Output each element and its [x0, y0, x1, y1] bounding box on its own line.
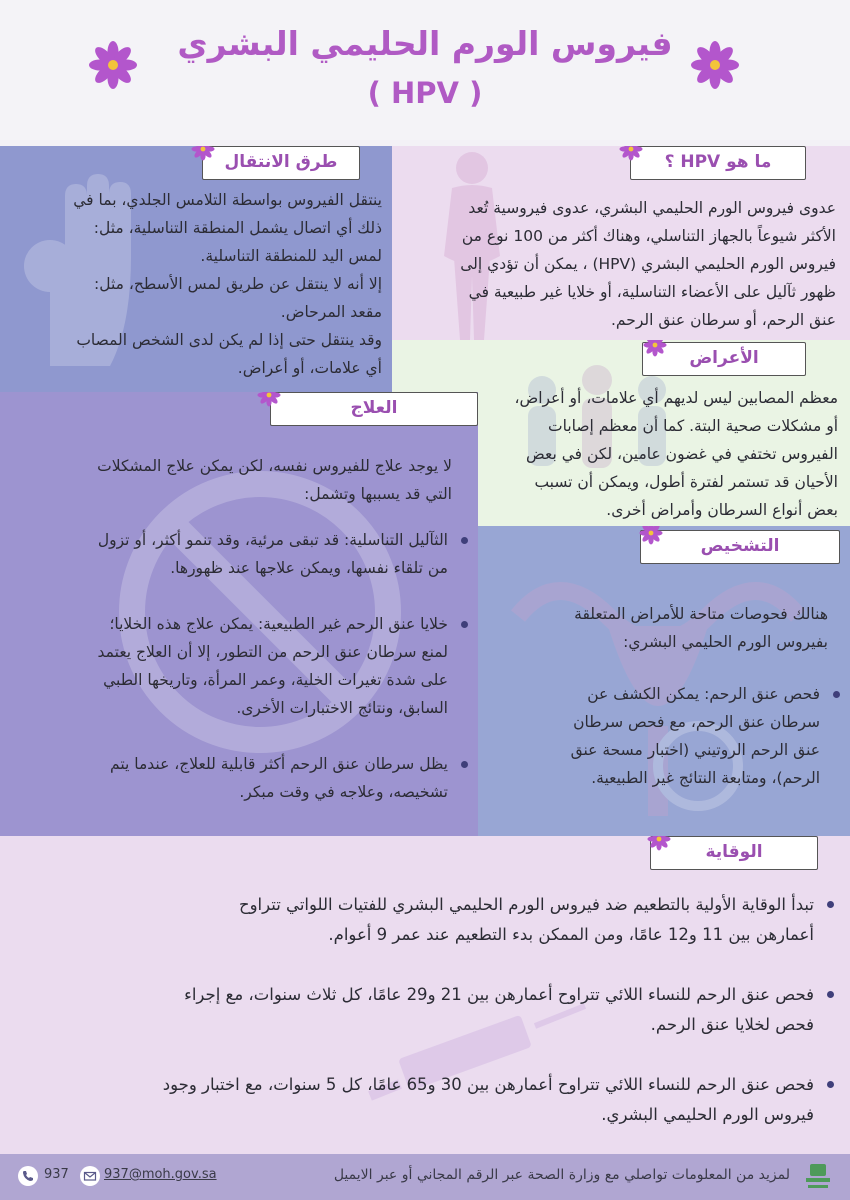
section-body: عدوى فيروس الورم الحليمي البشري، عدوى فيروسية تُعد الأكثر شيوعاً بالجهاز التناسلي، وهناك أكثر من 100 نوع من فيروس الورم الحليمي البشري (HPV) ، يمكن أن تؤدي إلى ظهور ثآليل على الأعضاء التناسلية، أو خلايا غير طبيعية في عنق الرحم، أو سرطان عنق الرحم. — [460, 199, 836, 329]
list-item: الثآليل التناسلية: قد تبقى مرئية، وقد تنمو أكثر، أو تزول من تلقاء نفسها، ويمكن علاجها عند ظهورها. — [8, 526, 474, 582]
page-subtitle: ( HPV ) — [367, 76, 483, 110]
phone-icon — [18, 1166, 38, 1186]
section-treatment — [0, 392, 478, 836]
flower-icon — [256, 392, 282, 408]
list-item: فحص عنق الرحم: يمكن الكشف عن سرطان عنق الرحم، مع فحص سرطان عنق الرحم الروتيني (اختبار مسحة عنق الرحم)، ومتابعة النتائج غير الطبيعية. — [486, 680, 846, 792]
flower-icon — [642, 340, 668, 358]
section-diagnosis — [478, 526, 850, 836]
list-item: يظل سرطان عنق الرحم أكثر قابلية للعلاج، عندما يتم تشخيصه، وعلاجه في وقت مبكر. — [8, 750, 474, 806]
flower-icon — [190, 146, 216, 162]
list-item: فحص عنق الرحم للنساء اللائي تتراوح أعمارهن بين 21 و29 عامًا، كل ثلاث سنوات، مع إجراء فحص لخلايا عنق الرحم. — [30, 980, 840, 1040]
section-intro: لا يوجد علاج للفيروس نفسه، لكن يمكن علاج المشكلات التي قد يسببها وتشمل: — [97, 457, 452, 503]
email-link[interactable]: 937@moh.gov.sa — [104, 1167, 217, 1182]
list-item: تبدأ الوقاية الأولية بالتطعيم ضد فيروس الورم الحليمي البشري للفتيات اللواتي تتراوح أعمارهن بين 11 و12 عامًا، ومن الممكن بدء التطعيم عند عمر 9 أعوام. — [30, 890, 840, 950]
section-heading: التشخيص — [640, 530, 840, 564]
section-prevention — [0, 836, 850, 1154]
section-what-is-hpv — [392, 146, 850, 340]
list-item: فحص عنق الرحم للنساء اللائي تتراوح أعمارهن بين 30 و65 عامًا، كل 5 سنوات، مع اختبار وجود فيروس الورم الحليمي البشري. — [30, 1070, 840, 1130]
footer-contact-text: لمزيد من المعلومات تواصلي مع وزارة الصحة عبر الرقم المجاني أو عبر الايميل — [333, 1167, 790, 1183]
section-heading: العلاج — [270, 392, 478, 426]
section-intro: هنالك فحوصات متاحة للأمراض المتعلقة بفيروس الورم الحليمي البشري: — [574, 605, 828, 651]
section-heading: الأعراض — [642, 342, 806, 376]
section-heading: الوقاية — [650, 836, 818, 870]
flower-icon — [638, 526, 664, 546]
section-heading: طرق الانتقال — [202, 146, 360, 180]
section-heading: ما هو HPV ؟ — [630, 146, 806, 180]
treatment-list — [8, 526, 474, 806]
prevention-list — [30, 890, 840, 1130]
flower-icon — [618, 146, 644, 162]
section-body: معظم المصابين ليس لديهم أي علامات، أو أعراض، أو مشكلات صحية البتة. كما أن معظم إصابات الفيروس تختفي في غضون عامين، لكن في بعض الأحيان قد تستمر لفترة أطول، ويمكن أن تسبب بعض أنواع السرطان وأمراض أخرى. — [514, 389, 838, 519]
section-body: ينتقل الفيروس بواسطة التلامس الجلدي، بما في ذلك أي اتصال يشمل المنطقة التناسلية، مثل: لمس اليد للمنطقة التناسلية. إلا أنه لا ينتقل عن طريق لمس الأسطح، مثل: مقعد المرحاض. وقد ينتقل حتى إذا لم يكن لدى الشخص المصاب أي علامات، أو أعراض. — [73, 191, 382, 377]
diagnosis-list — [486, 680, 846, 792]
flower-icon — [646, 836, 672, 852]
page-title: فيروس الورم الحليمي البشري — [177, 24, 673, 63]
ministry-logo — [800, 1160, 836, 1196]
phone-number[interactable]: 937 — [44, 1167, 69, 1182]
page-header — [0, 0, 850, 140]
page-footer — [0, 1154, 850, 1200]
section-transmission — [0, 146, 392, 392]
list-item: خلايا عنق الرحم غير الطبيعية: يمكن علاج هذه الخلايا؛ لمنع سرطان عنق الرحم من التطور، إلا أن العلاج يعتمد على شدة تغيرات الخلية، وعمر المرأة، وتاريخها الطبي السابق، ونتائج الاختبارات الأخرى. — [8, 610, 474, 722]
envelope-icon — [80, 1166, 100, 1186]
